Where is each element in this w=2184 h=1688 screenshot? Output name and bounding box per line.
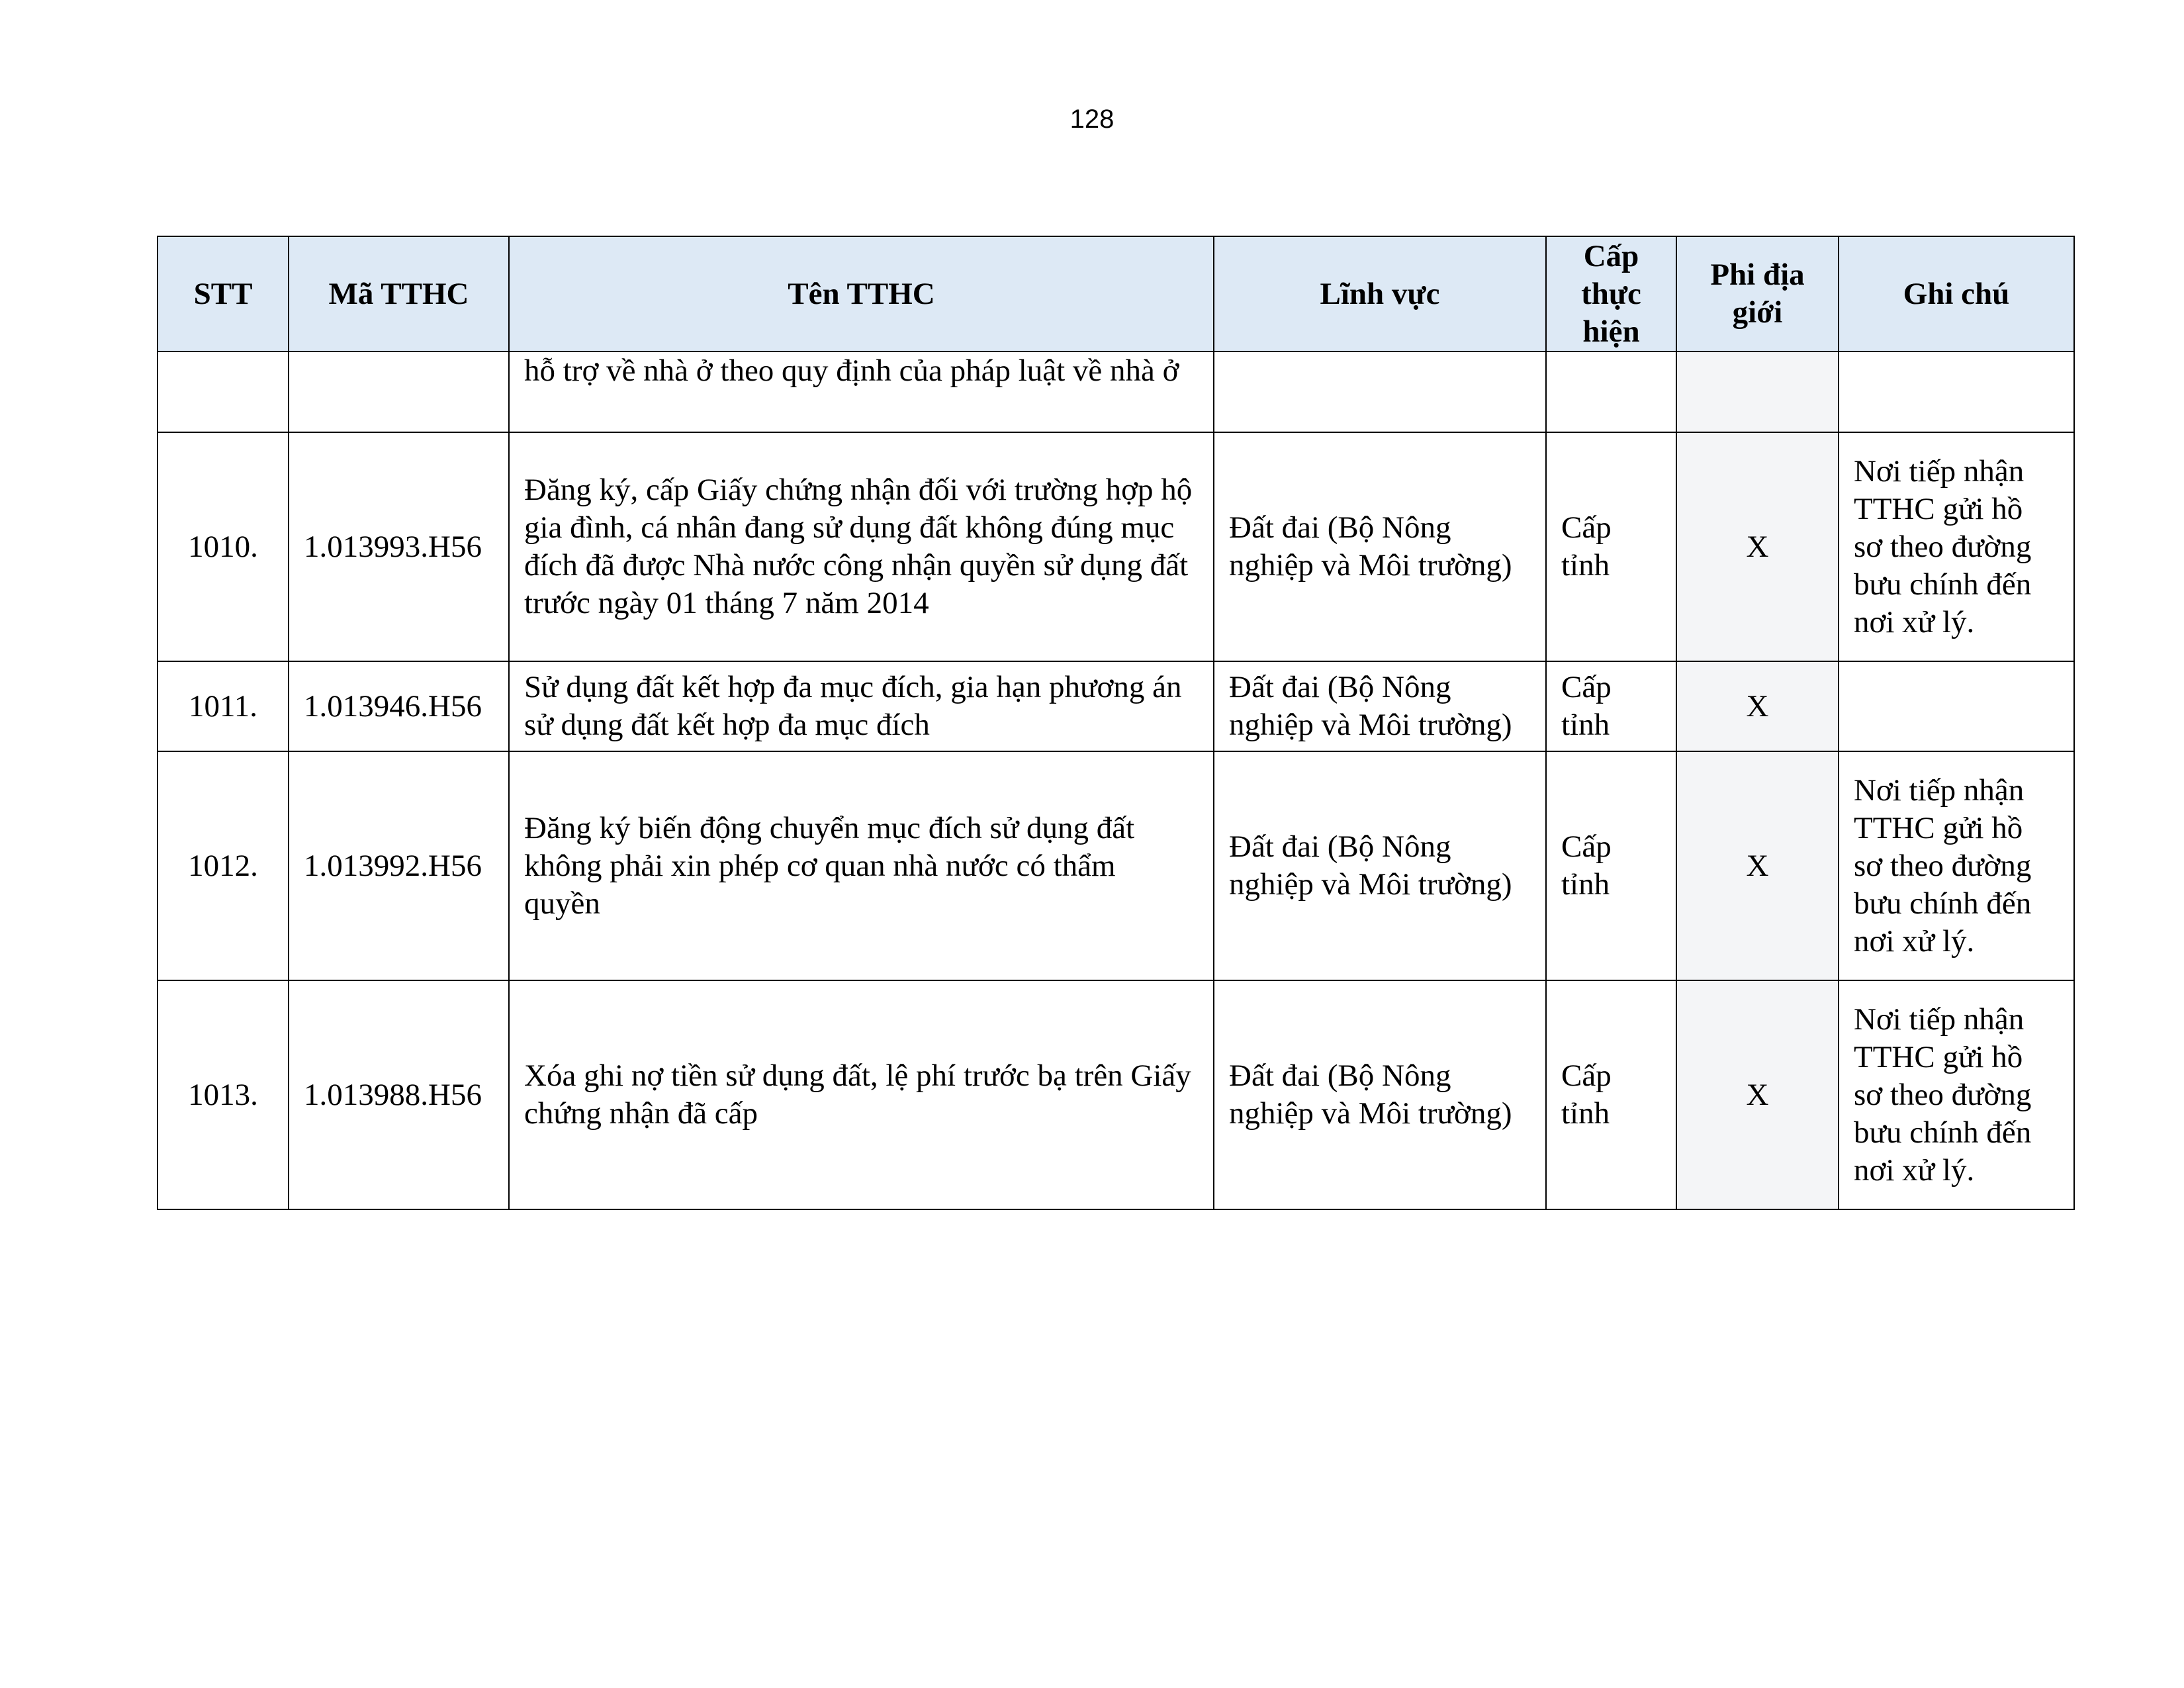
- cell-phi-dia-gioi: X: [1676, 751, 1839, 980]
- cell-ten: hỗ trợ về nhà ở theo quy định của pháp luật về nhà ở: [509, 352, 1214, 432]
- cell-stt: [158, 352, 289, 432]
- table-body: [158, 352, 2074, 1209]
- cell-linh-vuc: Đất đai (Bộ Nông nghiệp và Môi trường): [1214, 432, 1546, 661]
- cell-ma: 1.013988.H56: [289, 980, 509, 1209]
- header-phi-dia-gioi: Phi địa giới: [1676, 236, 1839, 352]
- cell-ten: Đăng ký, cấp Giấy chứng nhận đối với trường hợp hộ gia đình, cá nhân đang sử dụng đất không đúng mục đích đã được Nhà nước công nhận quyền sử dụng đất trước ngày 01 tháng 7 năm 2014: [509, 432, 1214, 661]
- cell-ghi-chu: Nơi tiếp nhận TTHC gửi hồ sơ theo đường bưu chính đến nơi xử lý.: [1839, 432, 2074, 661]
- header-ma-tthc: Mã TTHC: [289, 236, 509, 352]
- cell-ghi-chu: [1839, 661, 2074, 751]
- cell-cap: Cấp tỉnh: [1546, 661, 1676, 751]
- cell-linh-vuc: Đất đai (Bộ Nông nghiệp và Môi trường): [1214, 661, 1546, 751]
- cell-ten: Xóa ghi nợ tiền sử dụng đất, lệ phí trước bạ trên Giấy chứng nhận đã cấp: [509, 980, 1214, 1209]
- cell-cap: Cấp tỉnh: [1546, 980, 1676, 1209]
- cell-ghi-chu: Nơi tiếp nhận TTHC gửi hồ sơ theo đường bưu chính đến nơi xử lý.: [1839, 980, 2074, 1209]
- procedures-table: [157, 236, 2075, 1210]
- table-row: [158, 432, 2074, 661]
- cell-linh-vuc: Đất đai (Bộ Nông nghiệp và Môi trường): [1214, 751, 1546, 980]
- cell-ten: Đăng ký biến động chuyển mục đích sử dụng đất không phải xin phép cơ quan nhà nước có thẩm quyền: [509, 751, 1214, 980]
- table-row: [158, 980, 2074, 1209]
- table-header: [158, 236, 2074, 352]
- cell-cap: [1546, 352, 1676, 432]
- header-cap-thuc-hien: Cấp thực hiện: [1546, 236, 1676, 352]
- page-number: 128: [1069, 105, 1115, 134]
- table-row: [158, 751, 2074, 980]
- header-linh-vuc: Lĩnh vực: [1214, 236, 1546, 352]
- cell-ma: 1.013992.H56: [289, 751, 509, 980]
- cell-ma: 1.013993.H56: [289, 432, 509, 661]
- cell-cap: Cấp tỉnh: [1546, 432, 1676, 661]
- table-row-continuation: [158, 352, 2074, 432]
- cell-phi-dia-gioi: X: [1676, 432, 1839, 661]
- cell-linh-vuc: Đất đai (Bộ Nông nghiệp và Môi trường): [1214, 980, 1546, 1209]
- cell-phi-dia-gioi: [1676, 352, 1839, 432]
- cell-stt: 1013.: [158, 980, 289, 1209]
- table-row: [158, 661, 2074, 751]
- header-row: [158, 236, 2074, 352]
- header-stt: STT: [158, 236, 289, 352]
- cell-stt: 1011.: [158, 661, 289, 751]
- cell-ghi-chu: [1839, 352, 2074, 432]
- cell-ma: 1.013946.H56: [289, 661, 509, 751]
- cell-phi-dia-gioi: X: [1676, 980, 1839, 1209]
- cell-phi-dia-gioi: X: [1676, 661, 1839, 751]
- header-ghi-chu: Ghi chú: [1839, 236, 2074, 352]
- header-ten-tthc: Tên TTHC: [509, 236, 1214, 352]
- cell-linh-vuc: [1214, 352, 1546, 432]
- cell-ten: Sử dụng đất kết hợp đa mục đích, gia hạn phương án sử dụng đất kết hợp đa mục đích: [509, 661, 1214, 751]
- cell-stt: 1012.: [158, 751, 289, 980]
- cell-ma: [289, 352, 509, 432]
- cell-stt: 1010.: [158, 432, 289, 661]
- cell-cap: Cấp tỉnh: [1546, 751, 1676, 980]
- cell-ghi-chu: Nơi tiếp nhận TTHC gửi hồ sơ theo đường bưu chính đến nơi xử lý.: [1839, 751, 2074, 980]
